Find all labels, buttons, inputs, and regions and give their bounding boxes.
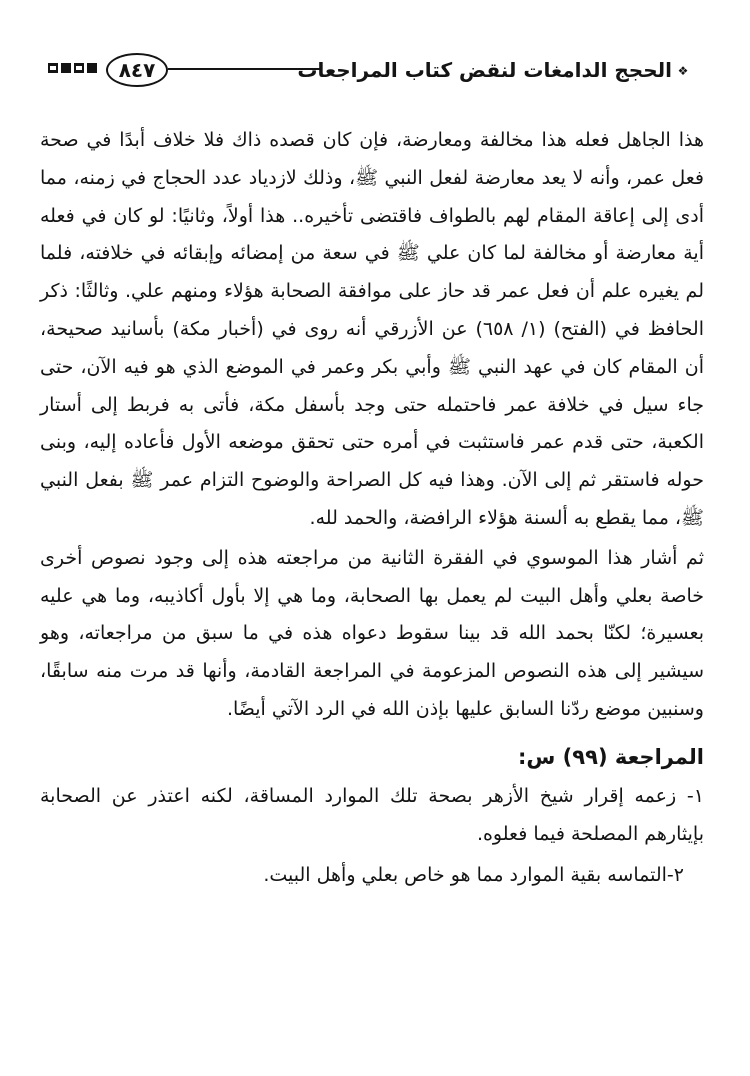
paragraph: ثم أشار هذا الموسوي في الفقرة الثانية من مراجعته هذه إلى وجود نصوص أخرى خاصة بعلي وأهل البيت لم يعمل بها الصحابة، وما هي إلا بأول أكاذيبه، وما هي عليه بعسيرة؛ لكنّا بحمد الله قد بينا سقوط دعواه هذه في ما سبق من مراجعاته، وهو سيشير إلى هذه النصوص المزعومة في المراجعة القادمة، وأنها قد مرت منه سابقًا، وسنبين موضع ردّنا السابق عليها بإذن الله في الرد الآتي أيضًا. (40, 546, 704, 720)
list-item: ٢-التماسه بقية الموارد مما هو خاص بعلي وأهل البيت. (263, 864, 684, 887)
running-title: الحجج الدامغات لنقض كتاب المراجعات (297, 58, 672, 82)
page-body (40, 122, 704, 895)
paragraph: هذا الجاهل فعله هذا مخالفة ومعارضة، فإن كان قصده ذاك فلا خلاف أبدًا في صحة فعل عمر، وأنه لا يعد معارضة لفعل النبي ﷺ، وذلك لازدياد عدد الحجاج في زمنه، مما أدى إلى إعاقة المقام لهم بالطواف فاقتضى تأخيره.. هذا أولاً، وثانيًا: لو كان في فعله أية معارضة أو مخالفة لما كان علي ﷺ في سعة من إمضائه وإبقائه في خلافته، فلما لم يغيره علم أن فعل عمر قد حاز على موافقة الصحابة هؤلاء ومنهم علي. وثالثًا: ذكر الحافظ في (الفتح) (١/ ٦٥٨) عن الأزرقي أنه روى في (أخبار مكة) بأسانيد صحيحة، أن المقام كان في عهد النبي ﷺ وأبي بكر وعمر في الموضع الذي هو فيه الآن، حتى جاء سيل في خلافة عمر فاحتمله حتى وجد بأسفل مكة، فأتى به فربط إلى أستار الكعبة، حتى قدم عمر فاستثبت في أمره حتى تحقق موضعه الأول فأعاده إليه، وبنى حوله فاستقر ثم إلى الآن. وهذا فيه كل الصراحة والوضوح التزام عمر ﷺ بفعل النبي ﷺ، مما يقطع به ألسنة هؤلاء الرافضة، والحمد لله. (40, 129, 704, 529)
page-header (40, 52, 690, 92)
ornament-icon (48, 62, 100, 74)
header-ornament-icon: ❖ (677, 64, 689, 78)
list-item: ١- زعمه إقرار شيخ الأزهر بصحة تلك الموارد المساقة، لكنه اعتذر عن الصحابة بإيثارهم المصلحة فيما فعلوه. (40, 784, 704, 845)
section-heading: المراجعة (٩٩) س: (518, 744, 704, 769)
page-number: ٨٤٧ (106, 53, 168, 87)
